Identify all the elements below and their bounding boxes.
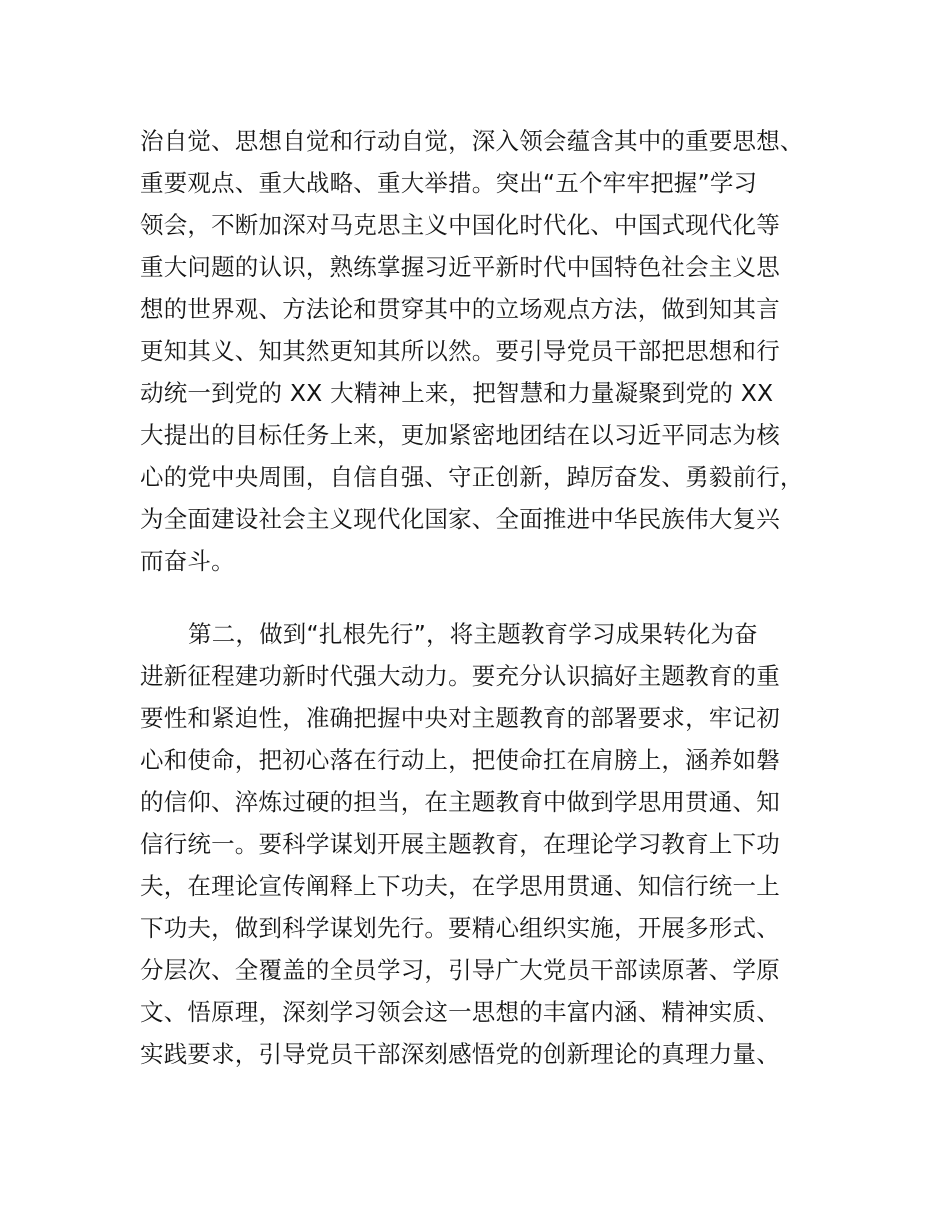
paragraph-line: 更知其义、知其然更知其所以然。要引导党员干部把思想和行 [140,337,780,365]
paragraph-line: 进新征程建功新时代强大动力。要充分认识搞好主题教育的重 [140,662,780,690]
paragraph-line: 为全面建设社会主义现代化国家、全面推进中华民族伟大复兴 [140,505,780,533]
paragraph-line: 下功夫，做到科学谋划先行。要精心组织实施，开展多形式、 [140,914,780,942]
paragraph-line: 夫，在理论宣传阐释上下功夫，在学思用贯通、知信行统一上 [140,872,780,900]
paragraph-line: 想的世界观、方法论和贯穿其中的立场观点方法，做到知其言 [140,295,780,323]
paragraph-line: 心的党中央周围，自信自强、守正创新，踔厉奋发、勇毅前行， [140,463,804,491]
paragraph-line: 文、悟原理，深刻学习领会这一思想的丰富内涵、精神实质、 [140,998,780,1026]
paragraph-line: 而奋斗。 [140,547,235,575]
paragraph-line: 要性和紧迫性，准确把握中央对主题教育的部署要求，牢记初 [140,704,780,732]
paragraph-line: 大提出的目标任务上来，更加紧密地团结在以习近平同志为核 [140,421,780,449]
paragraph-line: 动统一到党的 XX 大精神上来，把智慧和力量凝聚到党的 XX [140,379,774,407]
paragraph-line: 重大问题的认识，熟练掌握习近平新时代中国特色社会主义思 [140,253,780,281]
paragraph-line: 的信仰、淬炼过硬的担当，在主题教育中做到学思用贯通、知 [140,788,780,816]
paragraph-2 [140,613,840,1075]
paragraph-line: 分层次、全覆盖的全员学习，引导广大党员干部读原著、学原 [140,956,780,984]
paragraph-line: 心和使命，把初心落在行动上，把使命扛在肩膀上，涵养如磐 [140,746,780,774]
paragraph-first-line: 第二，做到“扎根先行”，将主题教育学习成果转化为奋 [188,620,758,648]
paragraph-line: 实践要求，引导党员干部深刻感悟党的创新理论的真理力量、 [140,1040,780,1068]
paragraph-line: 领会，不断加深对马克思主义中国化时代化、中国式现代化等 [140,211,780,239]
paragraph-1 [140,120,840,582]
paragraph-line: 治自觉、思想自觉和行动自觉，深入领会蕴含其中的重要思想、 [140,127,804,155]
paragraph-line: 重要观点、重大战略、重大举措。突出“五个牢牢把握”学习 [140,169,758,197]
paragraph-line: 信行统一。要科学谋划开展主题教育，在理论学习教育上下功 [140,830,780,858]
